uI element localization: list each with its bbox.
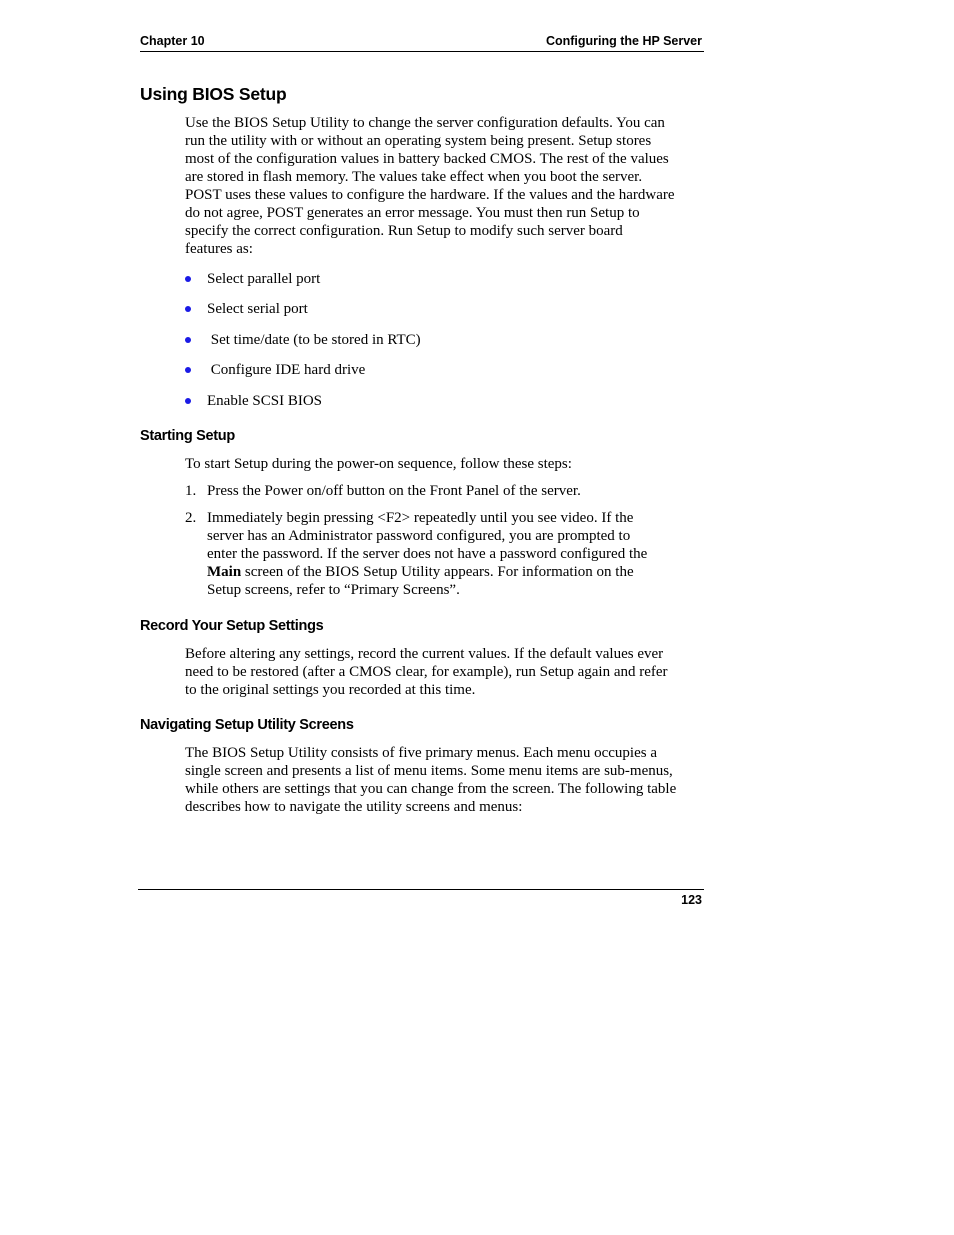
running-header: [140, 33, 704, 52]
text-line: Setup screens, refer to “Primary Screens”.: [207, 582, 460, 598]
record-settings-paragraph: [185, 645, 705, 699]
bullet-dot-icon: [185, 367, 191, 373]
text-line: run the utility with or without an operating system being present. Setup stores: [185, 133, 652, 149]
step-text: [207, 482, 687, 500]
text-line: features as:: [185, 241, 253, 257]
starting-setup-intro: [185, 455, 705, 473]
step-number: 1.: [185, 483, 197, 499]
text-line: The BIOS Setup Utility consists of five primary menus. Each menu occupies a: [185, 745, 657, 761]
bullet-dot-icon: [185, 276, 191, 282]
section-label: Configuring the HP Server: [545, 34, 702, 48]
section-title-record-settings: Record Your Setup Settings: [140, 618, 324, 634]
section-title-starting-setup: Starting Setup: [140, 428, 235, 444]
text-line: server has an Administrator password configured, you are prompted to: [207, 528, 631, 544]
bullet-text: Configure IDE hard drive: [207, 362, 366, 378]
text-line: enter the password. If the server does not have a password configured the: [207, 546, 648, 562]
text-line: Use the BIOS Setup Utility to change the server configuration defaults. You can: [185, 115, 665, 131]
text-line: while others are settings that you can change from the screen. The following table: [185, 781, 677, 797]
text-line: need to be restored (after a CMOS clear, for example), run Setup again and refer: [185, 664, 668, 680]
bold-term: Main: [207, 564, 242, 580]
bullet-text: Set time/date (to be stored in RTC): [207, 332, 421, 348]
text-line: Immediately begin pressing <F2> repeatedly until you see video. If the: [207, 510, 634, 526]
running-footer: [138, 889, 704, 907]
text-line: to the original settings you recorded at this time.: [185, 682, 476, 698]
section-title-navigating: Navigating Setup Utility Screens: [140, 717, 354, 733]
text-line: specify the correct configuration. Run Setup to modify such server board: [185, 223, 623, 239]
step-number: 2.: [185, 510, 197, 526]
text-line: Press the Power on/off button on the Front Panel of the server.: [207, 483, 581, 499]
bullet-dot-icon: [185, 398, 191, 404]
bullet-text: Select serial port: [207, 301, 308, 317]
step-text: [207, 509, 687, 599]
text-line: single screen and presents a list of menu items. Some menu items are sub-menus,: [185, 763, 673, 779]
text-fragment: screen of the BIOS Setup Utility appears. For information on the: [241, 564, 634, 580]
section-title-using-bios: Using BIOS Setup: [140, 84, 287, 104]
text-line: describes how to navigate the utility screens and menus:: [185, 799, 523, 815]
bullet-text: Enable SCSI BIOS: [207, 393, 323, 409]
text-line: Before altering any settings, record the current values. If the default values ever: [185, 646, 664, 662]
bullet-dot-icon: [185, 306, 191, 312]
page-number: 123: [681, 893, 702, 907]
bullet-dot-icon: [185, 337, 191, 343]
using-bios-paragraph: [185, 114, 705, 258]
text-line: [207, 563, 687, 581]
text-line: most of the configuration values in battery backed CMOS. The rest of the values: [185, 151, 669, 167]
text-line: POST uses these values to configure the hardware. If the values and the hardware: [185, 187, 675, 203]
navigating-paragraph: [185, 744, 705, 816]
text-line: do not agree, POST generates an error message. You must then run Setup to: [185, 205, 640, 221]
chapter-label: Chapter 10: [140, 34, 205, 48]
bullet-text: Select parallel port: [207, 271, 321, 287]
text-line: are stored in flash memory. The values take effect when you boot the server.: [185, 169, 643, 185]
text-line: To start Setup during the power-on sequence, follow these steps:: [185, 456, 572, 472]
